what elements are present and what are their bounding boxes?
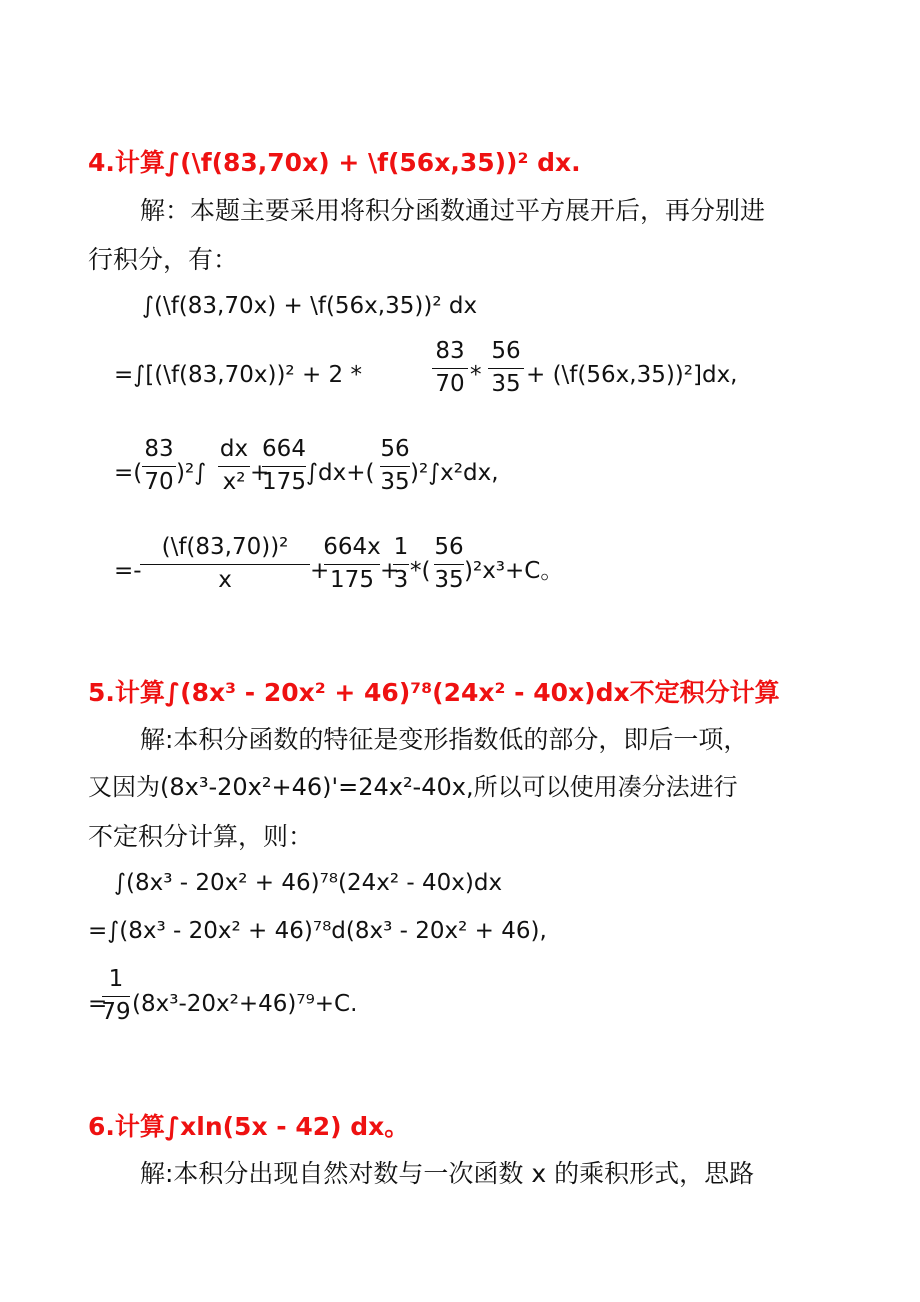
l4-end: )²x³+C。 xyxy=(464,558,564,584)
numerator: (\f(83,70))² xyxy=(161,534,289,560)
denominator: 79 xyxy=(101,999,131,1025)
plus-sign: + xyxy=(250,460,270,486)
denominator: 175 xyxy=(330,567,374,593)
plus-sign: + xyxy=(380,558,400,584)
fraction-56-35 xyxy=(380,438,410,494)
fraction-664-175 xyxy=(262,438,306,494)
fraction-bar xyxy=(432,368,468,369)
numerator: dx xyxy=(219,436,249,462)
problem-5-intro-line-3: 不定积分计算，则： xyxy=(88,822,314,851)
problem-5-intro-line-2: 又因为(8x³-20x²+46)'=24x²-40x,所以可以使用凑分法进行 xyxy=(88,773,738,801)
l3-close-integral: )²∫ xyxy=(176,460,207,486)
numerator: 56 xyxy=(491,338,521,364)
fraction-bar xyxy=(324,564,380,565)
problem-5-intro-line-1: 解:本积分函数的特征是变形指数低的部分，即后一项， xyxy=(140,725,749,754)
fraction-dx-x2 xyxy=(218,438,250,494)
numerator: 56 xyxy=(434,534,464,560)
numerator: 664x xyxy=(323,534,381,560)
denominator: 175 xyxy=(262,469,306,495)
fraction-bar xyxy=(140,564,310,565)
l3-open: =( xyxy=(114,460,143,486)
denominator: 35 xyxy=(434,567,464,593)
fraction-bar xyxy=(393,564,409,565)
denominator: 35 xyxy=(380,469,410,495)
fraction-bar xyxy=(218,466,250,467)
problem-4-intro-line-2: 行积分，有： xyxy=(88,245,239,274)
problem-5-result: (8x³-20x²+46)⁷⁹+C. xyxy=(132,991,358,1017)
denominator: 3 xyxy=(393,567,409,593)
fraction-1-3 xyxy=(393,536,409,592)
problem-4-formula-line-2-end: + (\f(56x,35))²]dx, xyxy=(526,362,738,388)
problem-4-formula-line-2-start: =∫[(\f(83,70x))² + 2 * xyxy=(114,362,362,388)
numerator: 83 xyxy=(144,436,174,462)
multiply-sign: * xyxy=(470,362,482,388)
problem-5-title: 5.计算∫(8x³ - 20x² + 46)⁷⁸(24x² - 40x)dx不定积分计算 xyxy=(88,678,780,707)
fraction-result xyxy=(140,536,310,592)
problem-4-title: 4.计算∫(\f(83,70x) + \f(56x,35))² dx. xyxy=(88,148,581,177)
denominator: x xyxy=(218,567,232,593)
problem-5-formula-line-2: =∫(8x³ - 20x² + 46)⁷⁸d(8x³ - 20x² + 46), xyxy=(88,918,547,944)
l4-mult: *( xyxy=(410,558,431,584)
fraction-bar xyxy=(102,996,130,997)
problem-5-formula-line-1: ∫(8x³ - 20x² + 46)⁷⁸(24x² - 40x)dx xyxy=(114,870,503,896)
plus-sign: + xyxy=(310,558,330,584)
fraction-83-70 xyxy=(142,438,176,494)
l3-equals: = xyxy=(88,991,108,1017)
numerator: 664 xyxy=(262,436,306,462)
numerator: 1 xyxy=(393,534,409,560)
fraction-bar xyxy=(262,466,306,467)
fraction-bar xyxy=(142,466,176,467)
l3-end: )²∫x²dx, xyxy=(410,460,499,486)
problem-4-intro-line-1: 解：本题主要采用将积分函数通过平方展开后，再分别进 xyxy=(140,196,766,225)
numerator: 56 xyxy=(380,436,410,462)
fraction-1-79 xyxy=(102,968,130,1024)
l3-mid: ∫dx+( xyxy=(306,460,375,486)
denominator: 70 xyxy=(144,469,174,495)
fraction-bar xyxy=(434,564,464,565)
fraction-83-70 xyxy=(432,340,468,396)
problem-4-formula-line-1: ∫(\f(83,70x) + \f(56x,35))² dx xyxy=(142,293,478,319)
denominator: 70 xyxy=(435,371,465,397)
denominator: x² xyxy=(222,469,246,495)
fraction-bar xyxy=(380,466,410,467)
l4-start: =- xyxy=(114,558,142,584)
fraction-664x-175 xyxy=(324,536,380,592)
fraction-56-35 xyxy=(488,340,524,396)
numerator: 83 xyxy=(435,338,465,364)
denominator: 35 xyxy=(491,371,521,397)
fraction-56-35 xyxy=(434,536,464,592)
problem-6-intro-line-1: 解:本积分出现自然对数与一次函数 x 的乘积形式，思路 xyxy=(140,1159,755,1188)
numerator: 1 xyxy=(108,966,124,992)
fraction-bar xyxy=(488,368,524,369)
problem-6-title: 6.计算∫xln(5x - 42) dx。 xyxy=(88,1112,410,1141)
